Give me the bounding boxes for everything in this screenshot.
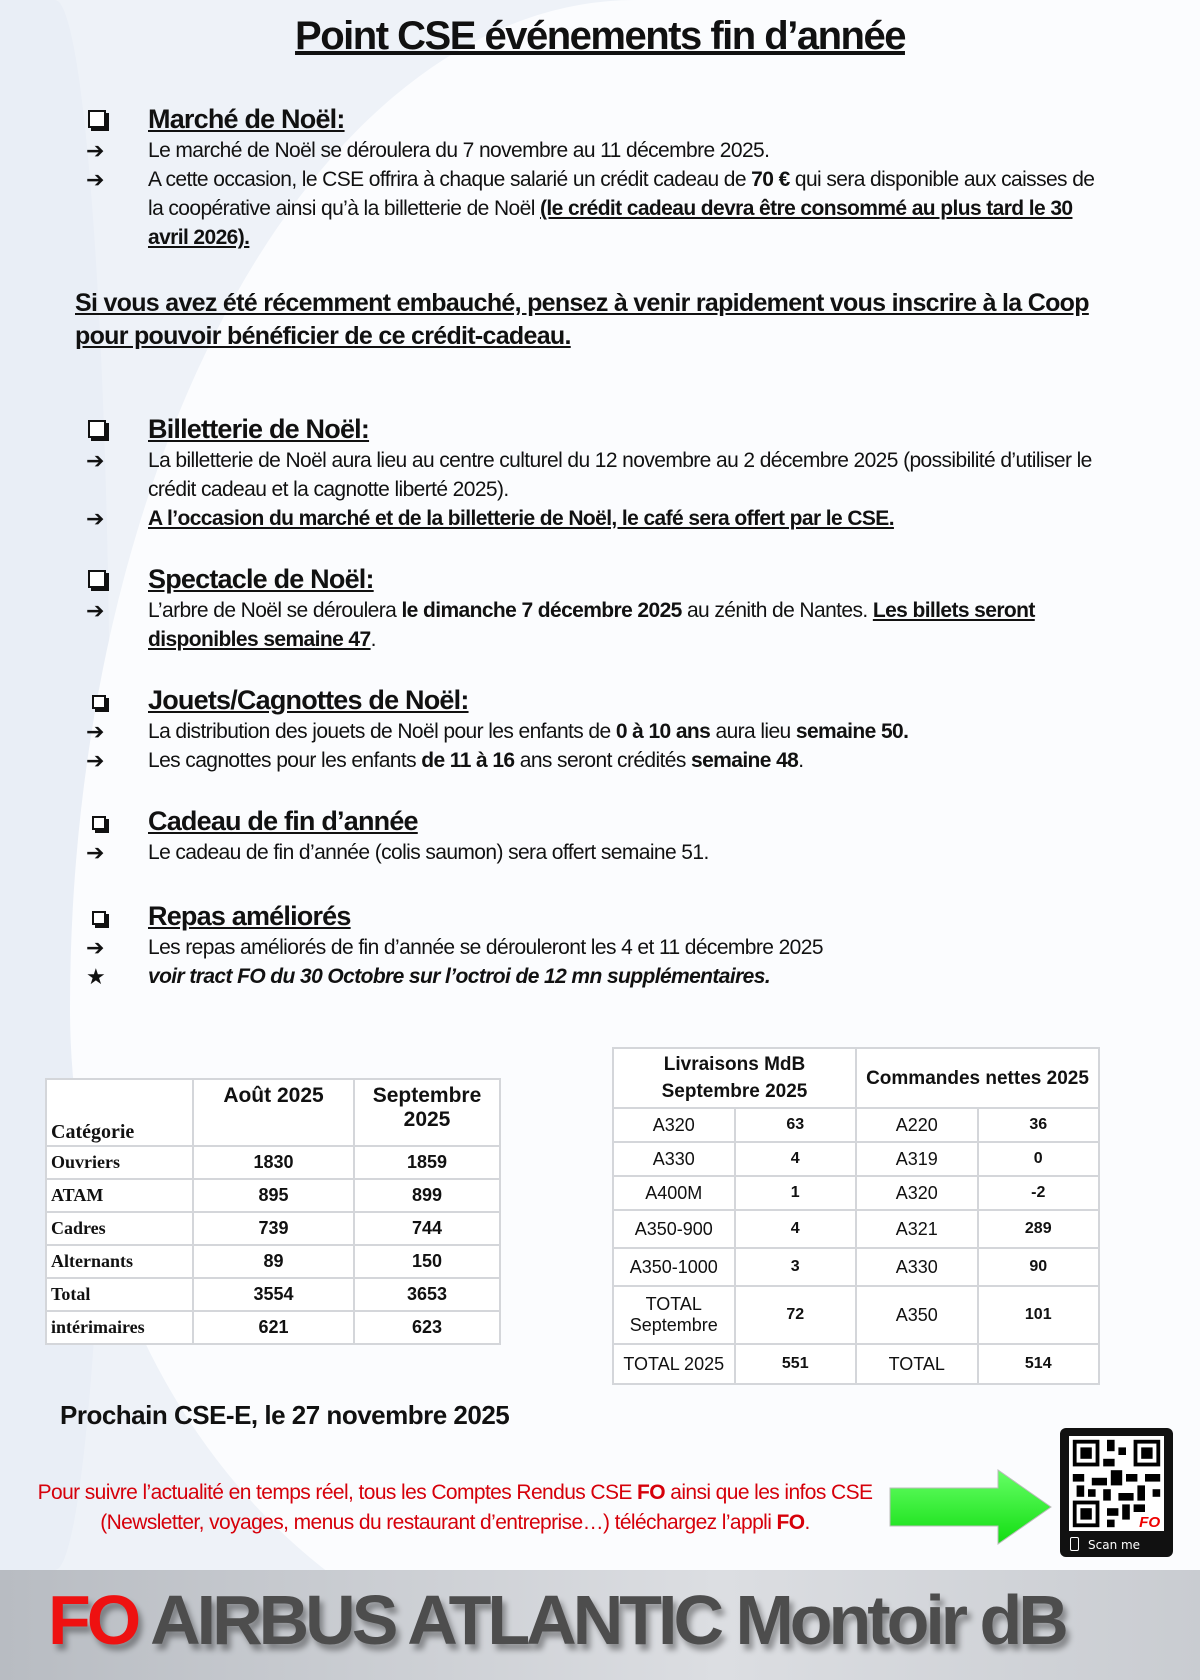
text-segment: semaine 50. (795, 720, 909, 743)
table-row (613, 1344, 1099, 1384)
text-segment: ans seront crédités (514, 749, 692, 772)
table-cell: 1 (735, 1176, 857, 1210)
section (0, 564, 1200, 654)
checkbox-icon (92, 816, 106, 830)
arrow-right-icon: ➔ (86, 448, 104, 473)
arrow-right-icon: ➔ (86, 840, 104, 865)
table-cell: Total (46, 1278, 193, 1311)
bullet-line (0, 596, 1200, 654)
table-cell: intérimaires (46, 1311, 193, 1344)
bullet-line (0, 933, 1200, 962)
section-heading: Jouets/Cagnottes de Noël: (148, 685, 469, 715)
table-cell: 1859 (354, 1146, 500, 1179)
text-segment: Le cadeau de fin d’année (colis saumon) sera offert semaine 51. (148, 841, 709, 864)
table-cell: -2 (978, 1176, 1100, 1210)
table-cell: TOTAL 2025 (613, 1344, 735, 1384)
table-cell: A350-900 (613, 1210, 735, 1248)
table-cell: 551 (735, 1344, 857, 1384)
table-row (613, 1286, 1099, 1344)
table-row (613, 1210, 1099, 1248)
section (0, 901, 1200, 991)
text-segment: 70 € (751, 168, 790, 191)
table-cell: A220 (856, 1108, 978, 1142)
section (0, 414, 1200, 533)
arrow-right-icon: ➔ (86, 748, 104, 773)
arrow-right-icon: ➔ (86, 598, 104, 623)
text-segment: A cette occasion, le CSE offrira à chaque salarié un crédit cadeau de (148, 168, 752, 191)
table-cell: 1830 (193, 1146, 354, 1179)
table-cell: A319 (856, 1142, 978, 1176)
table-row (46, 1146, 500, 1179)
table-cell: 101 (978, 1286, 1100, 1344)
footer-logo-text (48, 1580, 1065, 1660)
promo-text: . (804, 1511, 810, 1534)
text-segment: (le crédit cadeau devra être consommé au plus tard le 30 avril 2026). (148, 197, 1073, 249)
table-cell: Cadres (46, 1212, 193, 1245)
text-segment: . (370, 628, 376, 651)
table-cell: A321 (856, 1210, 978, 1248)
page-title: Point CSE événements fin d’année (295, 14, 905, 58)
section (0, 685, 1200, 775)
new-hire-notice: Si vous avez été récemment embauché, pensez à venir rapidement vous inscrire à la Coop pour pouvoir bénéficier de ce crédit-cadeau. (75, 289, 1089, 350)
table-header-row (46, 1079, 500, 1146)
bullet-line (0, 717, 1200, 746)
checkbox-icon (88, 420, 106, 438)
column-header: Livraisons MdB Septembre 2025 (613, 1048, 856, 1108)
table-cell: Ouvriers (46, 1146, 193, 1179)
table-cell: A350 (856, 1286, 978, 1344)
table-row (46, 1245, 500, 1278)
table-cell: 36 (978, 1108, 1100, 1142)
table-cell: 289 (978, 1210, 1100, 1248)
table-cell: 621 (193, 1311, 354, 1344)
organisation-name: AIRBUS ATLANTIC Montoir dB (137, 1581, 1065, 1659)
table-cell: A320 (856, 1176, 978, 1210)
column-header: Catégorie (46, 1079, 193, 1146)
table-cell: 0 (978, 1142, 1100, 1176)
table-cell: TOTAL Septembre (613, 1286, 735, 1344)
livraisons-commandes-table (612, 1047, 1100, 1385)
section-heading: Marché de Noël: (148, 104, 345, 134)
text-segment: A l’occasion du marché et de la billetterie de Noël, le café sera offert par le CSE. (148, 507, 894, 530)
table-row (613, 1142, 1099, 1176)
column-header: Août 2025 (193, 1079, 354, 1146)
text-segment: qui sera disponible aux caisses de la coopérative ainsi qu’à la billetterie de Noël (148, 168, 1095, 220)
table-row (46, 1311, 500, 1344)
bullet-line (0, 165, 1200, 252)
checkbox-icon (88, 110, 106, 128)
bullet-line (0, 504, 1200, 533)
section-heading: Repas améliorés (148, 901, 351, 931)
qr-logo: FO (1139, 1514, 1161, 1531)
bullet-line (0, 446, 1200, 504)
table-cell: A350-1000 (613, 1248, 735, 1286)
table-row (46, 1278, 500, 1311)
qr-code[interactable] (1060, 1428, 1173, 1557)
table-cell: A320 (613, 1108, 735, 1142)
table-row (613, 1176, 1099, 1210)
text-segment: au zénith de Nantes. (681, 599, 873, 622)
text-segment: de 11 à 16 (421, 749, 515, 772)
text-segment: aura lieu (710, 720, 796, 743)
table-cell: Alternants (46, 1245, 193, 1278)
bullet-line (0, 962, 1200, 991)
table-row (46, 1179, 500, 1212)
table-cell: A400M (613, 1176, 735, 1210)
arrow-right-icon: ➔ (86, 935, 104, 960)
bullet-line (0, 136, 1200, 165)
footer-banner (0, 1570, 1200, 1680)
column-header: Septembre 2025 (354, 1079, 500, 1146)
text-segment: Les repas améliorés de fin d’année se dérouleront les 4 et 11 décembre 2025 (148, 936, 823, 959)
checkbox-icon (88, 570, 106, 588)
promo-fo: FO (637, 1481, 665, 1504)
table-cell: ATAM (46, 1179, 193, 1212)
table-cell: 150 (354, 1245, 500, 1278)
section (0, 806, 1200, 867)
table-cell: 72 (735, 1286, 857, 1344)
bullet-line (0, 746, 1200, 775)
text-segment: Les cagnottes pour les enfants (148, 749, 422, 772)
app-promo-text (20, 1478, 890, 1538)
green-arrow-icon (888, 1468, 1053, 1546)
section-header (0, 685, 1200, 717)
promo-text: ainsi que les infos CSE (665, 1481, 873, 1504)
text-segment: Le marché de Noël se déroulera du 7 novembre au 11 décembre 2025. (148, 139, 770, 162)
table-cell: 4 (735, 1142, 857, 1176)
checkbox-icon (92, 695, 106, 709)
section-heading: Billetterie de Noël: (148, 414, 370, 444)
table-cell: 3653 (354, 1278, 500, 1311)
table-cell: 899 (354, 1179, 500, 1212)
checkbox-icon (92, 911, 106, 925)
qr-code-icon (1069, 1436, 1164, 1531)
arrow-right-icon: ➔ (86, 138, 104, 163)
promo-text: (Newsletter, voyages, menus du restaurant d’entreprise…) téléchargez l’appli (100, 1511, 777, 1534)
table-cell: 63 (735, 1108, 857, 1142)
table-cell: 895 (193, 1179, 354, 1212)
table-row (46, 1212, 500, 1245)
next-meeting: Prochain CSE-E, le 27 novembre 2025 (60, 1400, 510, 1430)
table-cell: 623 (354, 1311, 500, 1344)
text-segment: . (798, 749, 804, 772)
text-segment: le dimanche 7 décembre 2025 (401, 599, 682, 622)
text-segment: La billetterie de Noël aura lieu au centre culturel du 12 novembre au 2 décembre 2025 (possibilité d’utiliser le crédit cadeau et la cagnotte liberté 2025). (148, 449, 1092, 501)
table-cell: 744 (354, 1212, 500, 1245)
fo-logo: FO (48, 1581, 138, 1659)
table-header-row (613, 1048, 1099, 1108)
table-row (613, 1248, 1099, 1286)
scan-me-label: Scan me (1088, 1538, 1141, 1552)
text-segment: La distribution des jouets de Noël pour les enfants de (148, 720, 616, 743)
section (0, 104, 1200, 252)
text-segment: semaine 48 (691, 749, 799, 772)
arrow-right-icon: ➔ (86, 167, 104, 192)
arrow-right-icon: ➔ (86, 719, 104, 744)
section-header (0, 414, 1200, 446)
section-header (0, 564, 1200, 596)
table-cell: 514 (978, 1344, 1100, 1384)
text-segment: voir tract FO du 30 Octobre sur l’octroi de 12 mn supplémentaires. (148, 965, 771, 988)
table-cell: TOTAL (856, 1344, 978, 1384)
text-segment: L’arbre de Noël se déroulera (148, 599, 402, 622)
bullet-line (0, 838, 1200, 867)
table-cell: 739 (193, 1212, 354, 1245)
section-header (0, 104, 1200, 136)
promo-text: Pour suivre l’actualité en temps réel, tous les Comptes Rendus CSE (37, 1481, 638, 1504)
text-segment: 0 à 10 ans (615, 720, 711, 743)
section-heading: Spectacle de Noël: (148, 564, 374, 594)
promo-fo: FO (776, 1511, 805, 1534)
phone-icon (1070, 1537, 1079, 1551)
table-cell: 89 (193, 1245, 354, 1278)
table-cell: 4 (735, 1210, 857, 1248)
table-cell: A330 (613, 1142, 735, 1176)
section-header (0, 901, 1200, 933)
table-row (613, 1108, 1099, 1142)
column-header: Commandes nettes 2025 (856, 1048, 1099, 1108)
arrow-right-icon: ➔ (86, 506, 104, 531)
section-header (0, 806, 1200, 838)
effectifs-table (45, 1078, 501, 1345)
table-cell: 3 (735, 1248, 857, 1286)
text-segment: Les billets seront disponibles semaine 47 (148, 599, 1035, 651)
table-cell: A330 (856, 1248, 978, 1286)
section-heading: Cadeau de fin d’année (148, 806, 418, 836)
table-cell: 3554 (193, 1278, 354, 1311)
star-icon: ★ (86, 964, 106, 989)
table-cell: 90 (978, 1248, 1100, 1286)
